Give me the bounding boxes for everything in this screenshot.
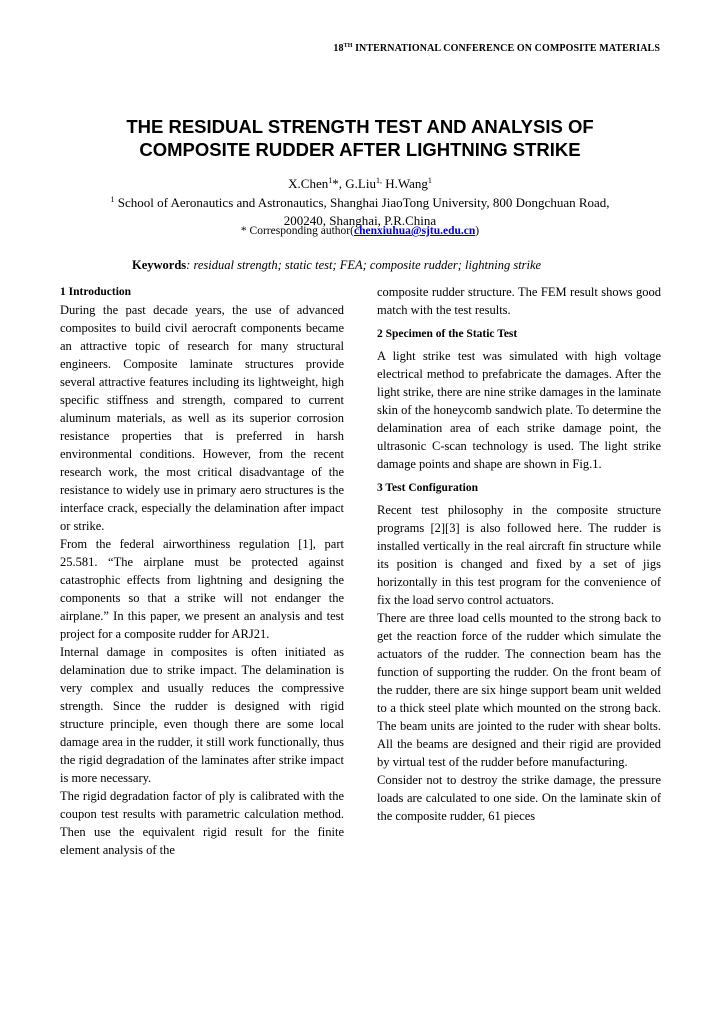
- paragraph: Consider not to destroy the strike damage, the pressure loads are calculated to one side. On the laminate skin of the composite rudder, 61 pieces: [377, 773, 661, 823]
- running-header: [0, 43, 720, 54]
- author-2: G.Liu: [345, 176, 376, 191]
- paragraph: Internal damage in composites is often initiated as delamination due to strike impact. The delamination is very complex and usually reduces the compressive strength. Since the rudder is designed with rigid structure principle, even though there are some local damage area in the rudder, it still work functionally, thus the rigid degradation of the laminates after strike impact is more necessary.: [60, 645, 344, 785]
- paper-title: [60, 115, 660, 161]
- paragraph: There are three load cells mounted to the strong back to get the reaction force of the rudder which simulate the actuators of the rudder. The connection beam has the function of supporting the rudder. On the front beam of the rudder, there are six hinge support beam unit welded to a thick steel plate which mounted on the strong back. The beam units are jointed to the ruder with shear bolts. All the beams are designed and their rigid are provided by virtual test of the rudder before manufacturing.: [377, 611, 661, 769]
- paragraph: From the federal airworthiness regulation [1], part 25.581. “The airplane must be protected against catastrophic effects from lightning and designing the components so that a strike will not endanger the airplane.” In this paper, we present an analysis and test project for a composite rudder for ARJ21.: [60, 537, 344, 641]
- keywords-text: : residual strength; static test; FEA; composite rudder; lightning strike: [186, 258, 542, 272]
- section-heading-specimen: 2 Specimen of the Static Test: [377, 328, 518, 340]
- conference-number-suffix: TH: [343, 43, 353, 49]
- section-heading-introduction: 1 Introduction: [60, 286, 132, 298]
- conference-number: 18: [333, 43, 344, 54]
- right-column: [377, 283, 661, 825]
- corresponding-suffix: ): [475, 225, 480, 237]
- conference-name: INTERNATIONAL CONFERENCE ON COMPOSITE MATERIALS: [352, 43, 660, 54]
- corresponding-email-link[interactable]: chenxiuhua@sjtu.edu.cn: [353, 225, 476, 237]
- affiliation-number: 1: [110, 195, 115, 204]
- corresponding-prefix: * Corresponding author(: [240, 225, 354, 237]
- paragraph: The rigid degradation factor of ply is calibrated with the coupon test results with parametric calculation method. Then use the equivalent rigid result for the finite element analysis of the: [60, 789, 344, 857]
- affiliation-line-2: 200240, Shanghai, P.R.China: [283, 213, 437, 228]
- section-heading-test-configuration: 3 Test Configuration: [377, 482, 478, 494]
- paragraph: A light strike test was simulated with high voltage electrical method to prefabricate the damages. After the light strike, there are nine strike damages in the laminate skin of the honeycomb sandwich plate. To determine the delamination area of each strike damage point, the ultrasonic C-scan technology is used. The light strike damage points and shape are shown in Fig.1.: [377, 349, 661, 471]
- author-3: H.Wang: [381, 176, 428, 191]
- keywords: [132, 258, 541, 273]
- author-3-affiliation: 1: [427, 176, 432, 185]
- paragraph: composite rudder structure. The FEM result shows good match with the test results.: [377, 285, 661, 317]
- author-1: X.Chen: [288, 176, 329, 191]
- author-list: [0, 176, 720, 192]
- author-2-affiliation: 1,: [375, 176, 382, 185]
- author-1-corresponding-mark: *,: [332, 176, 346, 191]
- keywords-label: Keywords: [132, 258, 187, 272]
- author-1-affiliation: 1: [328, 176, 333, 185]
- title-line-1: THE RESIDUAL STRENGTH TEST AND ANALYSIS OF: [126, 116, 594, 137]
- corresponding-author: [0, 225, 720, 237]
- paragraph: During the past decade years, the use of advanced composites to build civil aerocraft components became an attractive topic of research for many structural engineers. Composite laminate structures provide several attractive features including its lightweight, high specific stiffness and strength, compared to current aluminum materials, as well as its superior corrosion resistance properties that is preferred in harsh environmental conditions. However, from the recent research work, the most critical disadvantage of the resistance to widely use in primary aero structures is the interface crack, especially the delamination after impact or strike.: [60, 303, 344, 533]
- affiliation-line-1: School of Aeronautics and Astronautics, Shanghai JiaoTong University, 800 Dongchuan Road,: [114, 195, 610, 210]
- left-column: [60, 283, 344, 859]
- paragraph: Recent test philosophy in the composite structure programs [2][3] is also followed here. The rudder is installed vertically in the real aircraft fin structure while its position is changed and fixed by a set of jigs horizontally in this test program for the convenience of fix the load servo control actuators.: [377, 503, 661, 607]
- title-line-2: COMPOSITE RUDDER AFTER LIGHTNING STRIKE: [139, 139, 581, 160]
